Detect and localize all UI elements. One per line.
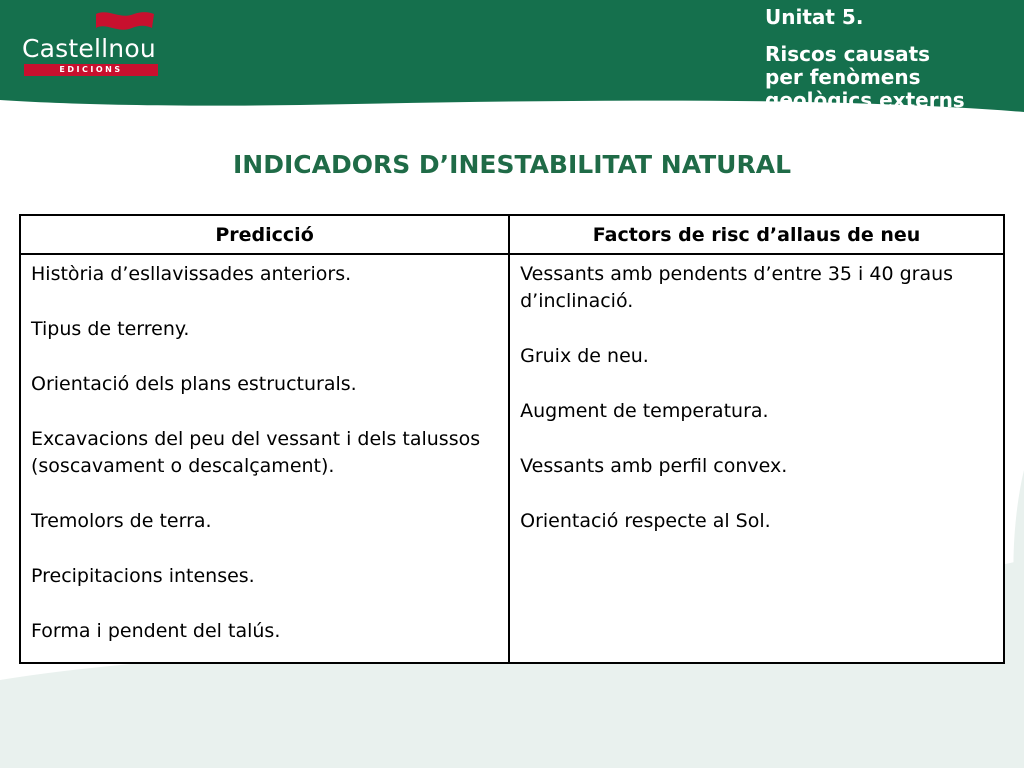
castellnou-logo: [22, 10, 162, 78]
list-item: Augment de temperatura.: [520, 400, 769, 422]
flag-icon: [94, 10, 156, 32]
list-item: Orientació dels plans estructurals.: [31, 373, 357, 395]
page-title: INDICADORS D’INESTABILITAT NATURAL: [232, 150, 792, 179]
list-item: Història d’esllavissades anteriors.: [31, 263, 352, 285]
list-item: Vessants amb pendents d’entre 35 i 40 graus d’inclinació.: [520, 263, 954, 312]
list-item: Vessants amb perfil convex.: [520, 455, 788, 477]
list-item: Tremolors de terra.: [31, 510, 212, 532]
list-item: Forma i pendent del talús.: [31, 620, 281, 642]
list-item: Tipus de terreny.: [31, 318, 190, 340]
unit-number: Unitat 5.: [765, 5, 864, 29]
prediccio-cell: [20, 254, 509, 663]
table-header-row: [20, 215, 1004, 254]
unit-label: [765, 6, 1015, 112]
header-factors-allaus: Factors de risc d’allaus de neu: [509, 215, 1004, 254]
logo-name: Castellnou: [22, 34, 156, 63]
table-row: [20, 254, 1004, 663]
factors-allaus-cell: [509, 254, 1004, 663]
header-prediccio: Predicció: [20, 215, 509, 254]
list-item: Precipitacions intenses.: [31, 565, 255, 587]
list-item: Gruix de neu.: [520, 345, 649, 367]
indicators-table: [19, 214, 1005, 664]
unit-subtitle: Riscos causats per fenòmens geològics externs: [765, 42, 965, 112]
list-item: Excavacions del peu del vessant i dels talussos (soscavament o descalçament).: [31, 428, 481, 477]
list-item: Orientació respecte al Sol.: [520, 510, 771, 532]
logo-subname: EDICIONS: [24, 64, 158, 76]
